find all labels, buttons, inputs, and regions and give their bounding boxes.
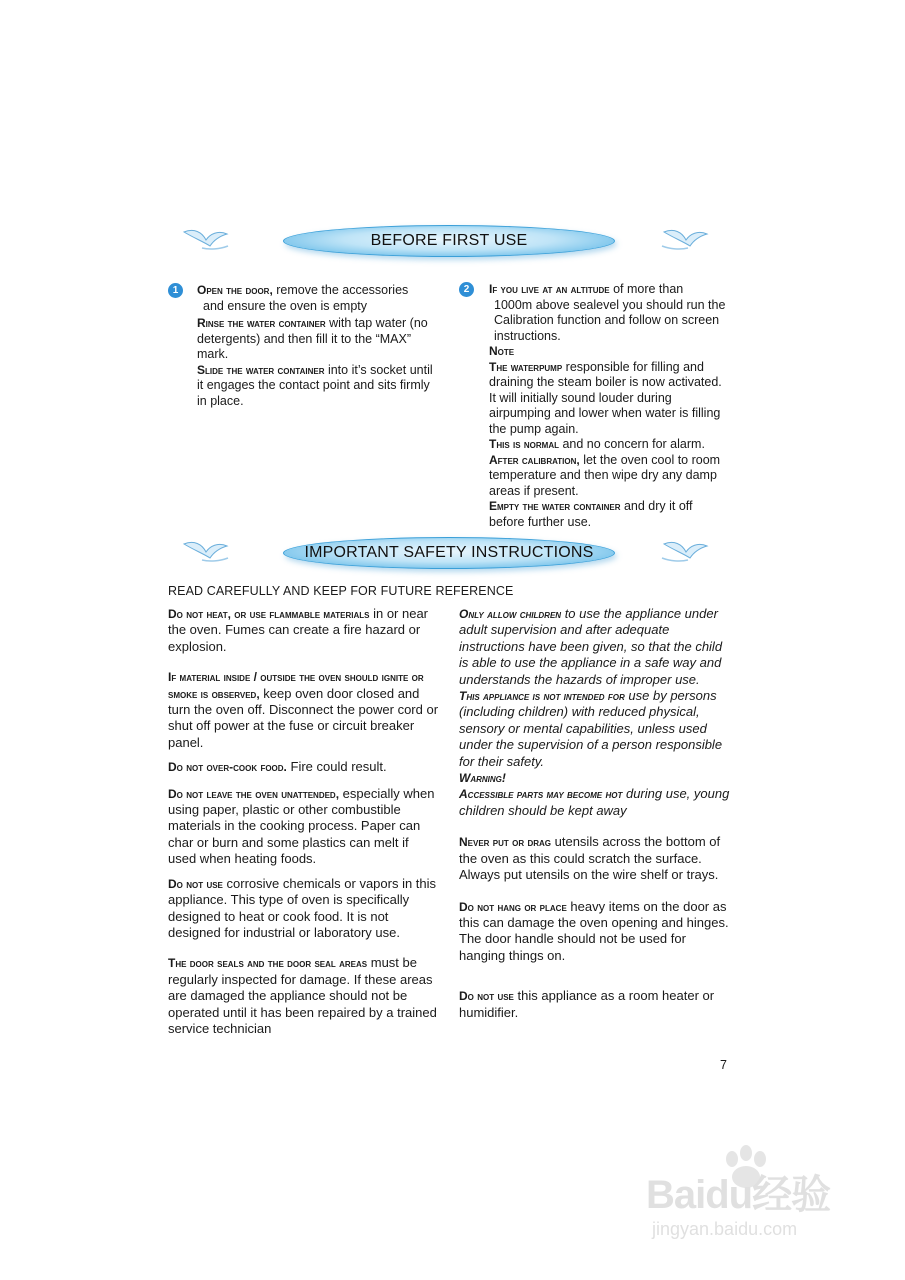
section-title: BEFORE FIRST USE [283,225,615,257]
baidu-watermark [640,1145,870,1245]
step-number-1: 1 [168,283,183,298]
safety-drag: Never put or drag utensils across the bottom of the oven as this could scratch the surface. Always put utensils on the wire shelf or trays. [459,834,721,883]
bird-icon [660,534,710,570]
step-1-rinse: Rinse the water container with tap water (no detergents) and then fill it to the “MAX” mark. [197,316,428,361]
safety-right-column [459,606,731,1021]
step-2-altitude-2: 1000m above sealevel you should run the Calibration function and follow on screen instructions. [494,297,726,343]
safety-door-seals: The door seals and the door seal areas must be regularly inspected for damage. If these areas are damaged the appliance should not be operated until it has been repaired by a trained service technician [168,955,437,1036]
page-number: 7 [720,1058,727,1072]
safety-chemicals: Do not use corrosive chemicals or vapors in this appliance. This type of oven is specifically designed to heat or cook food. It is not designed for industrial or laboratory use. [168,875,437,940]
safety-overcook: Do not over-cook food. Fire could result. [168,759,387,775]
step-1-text [197,283,442,409]
bird-icon [180,222,230,258]
safety-flammable: Do not heat, or use flammable materials in or near the oven. Fumes can create a fire hazard or explosion. [168,606,429,654]
step-1-slide: Slide the water container into it’s socket until it engages the contact point and sits firmly in place. [197,362,433,408]
safety-left-column [168,606,440,1037]
step-1-open-2: and ensure the oven is empty [203,298,367,313]
banner-before-first-use [180,222,710,266]
step-2-empty: Empty the water container and dry it off before further use. [489,499,693,529]
step-2-text [489,282,731,530]
safety-heater: Do not use this appliance as a room heater or humidifier. [459,988,715,1020]
bird-icon [660,222,710,258]
reference-notice: READ CAREFULLY AND KEEP FOR FUTURE REFERENCE [168,584,514,598]
safety-ignite: If material inside / outside the oven should ignite or smoke is observed, keep oven door closed and turn the oven off. Disconnect the power cord or shut off power at the fuse or circuit breaker panel. [168,670,439,750]
section-title: IMPORTANT SAFETY INSTRUCTIONS [283,537,615,569]
banner-safety-instructions [180,534,710,578]
watermark-url: jingyan.baidu.com [652,1219,798,1239]
safety-warning-label: Warning! [459,771,506,786]
step-2-altitude: If you live at an altitude of more than [489,282,684,296]
step-1-open: Open the door, remove the accessories [197,283,409,297]
watermark-main: Baidu经验 [646,1173,831,1217]
safety-hot-parts: Accessible parts may become hot during use, young children should be kept away [459,786,730,818]
safety-hang: Do not hang or place heavy items on the door as this can damage the oven opening and hinges. The door handle should not be used for hanging things on. [459,898,729,963]
step-2-normal: This is normal and no concern for alarm. [489,437,705,451]
step-2-waterpump: The waterpump responsible for filling and draining the steam boiler is now activated. It will initially sound louder during airpumping and lower when water is filling the pump again. [489,359,722,436]
bird-icon [180,534,230,570]
safety-not-intended: This appliance is not intended for use by persons (including children) with reduced physical, sensory or mental capabilities, unless used under the supervision of a person responsible for their safety. [459,688,723,769]
safety-children: Only allow children to use the appliance under adult supervision and after adequate instructions have been given, so that the child is able to use the appliance in a safe way and understands the hazards of improper use. [459,606,723,687]
safety-unattended: Do not leave the oven unattended, especially when using paper, plastic or other combustible materials in the cooking process. Paper can char or burn and some plastics can melt if used when heating foods. [168,785,435,867]
step-number-2: 2 [459,282,474,297]
step-2-note-label: Note [489,344,515,358]
step-2-after: After calibration, let the oven cool to room temperature and then wipe dry any damp areas if present. [489,452,721,498]
